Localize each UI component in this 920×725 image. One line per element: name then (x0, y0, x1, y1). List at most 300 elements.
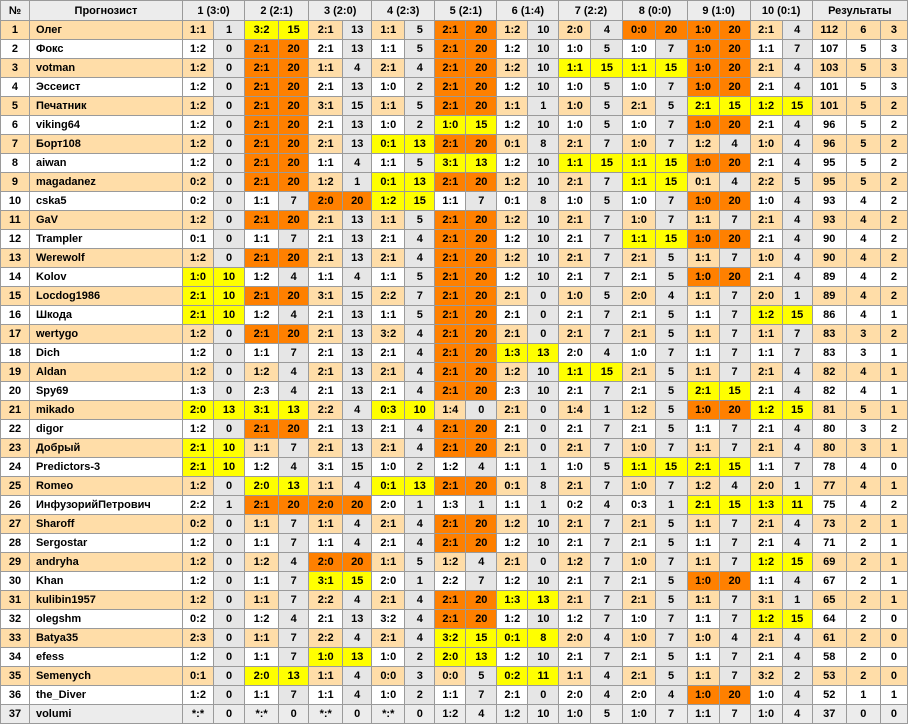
exact-hits: 6 (846, 21, 880, 40)
points: 0 (528, 553, 559, 572)
points: 4 (343, 154, 372, 173)
predicted-score: 1:2 (183, 344, 214, 363)
table-row (1, 496, 908, 515)
predicted-score: 1:0 (623, 211, 655, 230)
row-number: 29 (1, 553, 30, 572)
predicted-score: 2:1 (687, 382, 719, 401)
predicted-score: 1:2 (497, 249, 528, 268)
row-number: 3 (1, 59, 30, 78)
forecaster-name: aiwan (29, 154, 182, 173)
predicted-score: 1:1 (687, 249, 719, 268)
predicted-score: 2:2 (435, 572, 466, 591)
table-row (1, 249, 908, 268)
points: 7 (466, 192, 497, 211)
predicted-score: 2:1 (309, 439, 343, 458)
predicted-score: 1:2 (750, 610, 782, 629)
points: 5 (655, 420, 687, 439)
predicted-score: 1:0 (309, 648, 343, 667)
predicted-score: 2:3 (497, 382, 528, 401)
predicted-score: 2:1 (245, 59, 279, 78)
points: 8 (528, 629, 559, 648)
predicted-score: 2:1 (245, 420, 279, 439)
predicted-score: 2:1 (309, 40, 343, 59)
total-points: 93 (812, 192, 846, 211)
row-number: 32 (1, 610, 30, 629)
predicted-score: 1:1 (372, 21, 405, 40)
row-number: 12 (1, 230, 30, 249)
header-match: 5 (2:1) (435, 1, 497, 21)
predicted-score: 0:0 (372, 667, 405, 686)
points: 7 (591, 477, 623, 496)
predicted-score: 2:1 (750, 154, 782, 173)
points: 0 (528, 325, 559, 344)
outcome-hits: 3 (880, 78, 907, 97)
table-row (1, 192, 908, 211)
predicted-score: 1:0 (687, 268, 719, 287)
predicted-score: 1:1 (687, 344, 719, 363)
predicted-score: 0:2 (559, 496, 591, 515)
predicted-score: 1:1 (559, 59, 591, 78)
forecaster-name: Romeo (29, 477, 182, 496)
points: 10 (528, 230, 559, 249)
points: 4 (279, 610, 309, 629)
predicted-score: 2:1 (245, 173, 279, 192)
table-row (1, 268, 908, 287)
points: 7 (719, 515, 750, 534)
points: 4 (655, 287, 687, 306)
predicted-score: 3:2 (245, 21, 279, 40)
predicted-score: 1:3 (183, 382, 214, 401)
predicted-score: 1:0 (372, 116, 405, 135)
points: 0 (214, 192, 245, 211)
predicted-score: 1:0 (687, 401, 719, 420)
exact-hits: 3 (846, 439, 880, 458)
header-match: 7 (2:2) (559, 1, 623, 21)
points: 20 (466, 610, 497, 629)
predicted-score: 1:1 (245, 534, 279, 553)
predicted-score: 2:1 (183, 306, 214, 325)
points: 10 (528, 59, 559, 78)
predicted-score: 1:1 (435, 686, 466, 705)
points: 15 (466, 116, 497, 135)
predicted-score: 2:1 (309, 230, 343, 249)
predicted-score: 2:1 (435, 268, 466, 287)
points: 20 (343, 553, 372, 572)
outcome-hits: 2 (880, 287, 907, 306)
predicted-score: 1:2 (497, 705, 528, 724)
predicted-score: 2:1 (435, 40, 466, 59)
total-points: 83 (812, 325, 846, 344)
predicted-score: 1:1 (687, 591, 719, 610)
table-row (1, 629, 908, 648)
points: 5 (655, 268, 687, 287)
predicted-score: 1:1 (623, 59, 655, 78)
predicted-score: 2:0 (309, 192, 343, 211)
exact-hits: 5 (846, 40, 880, 59)
predicted-score: 2:1 (687, 97, 719, 116)
points: 15 (655, 173, 687, 192)
forecaster-name: Олег (29, 21, 182, 40)
points: 0 (214, 534, 245, 553)
total-points: 103 (812, 59, 846, 78)
points: 15 (655, 230, 687, 249)
predicted-score: 2:1 (497, 401, 528, 420)
predicted-score: 1:2 (497, 173, 528, 192)
points: 20 (655, 21, 687, 40)
predicted-score: 2:0 (245, 477, 279, 496)
predicted-score: 2:2 (750, 173, 782, 192)
points: 20 (466, 59, 497, 78)
points: 20 (466, 477, 497, 496)
points: 5 (591, 192, 623, 211)
predicted-score: 2:1 (750, 116, 782, 135)
predicted-score: 2:1 (435, 287, 466, 306)
total-points: 69 (812, 553, 846, 572)
row-number: 37 (1, 705, 30, 724)
predicted-score: 1:1 (372, 306, 405, 325)
points: 4 (466, 705, 497, 724)
points: 10 (214, 458, 245, 477)
points: 7 (719, 553, 750, 572)
points: 7 (591, 325, 623, 344)
predicted-score: 2:1 (435, 135, 466, 154)
predicted-score: 1:2 (497, 648, 528, 667)
predicted-score: 2:1 (750, 648, 782, 667)
predicted-score: 2:1 (559, 325, 591, 344)
points: 20 (719, 401, 750, 420)
row-number: 4 (1, 78, 30, 97)
points: 4 (782, 686, 812, 705)
predicted-score: 1:1 (750, 325, 782, 344)
forecaster-name: Печатник (29, 97, 182, 116)
table-row (1, 363, 908, 382)
row-number: 14 (1, 268, 30, 287)
predicted-score: 1:0 (623, 705, 655, 724)
points: 13 (528, 591, 559, 610)
total-points: 67 (812, 572, 846, 591)
points: 0 (343, 705, 372, 724)
points: 5 (591, 78, 623, 97)
row-number: 26 (1, 496, 30, 515)
table-row (1, 458, 908, 477)
total-points: 82 (812, 363, 846, 382)
predicted-score: 1:2 (183, 59, 214, 78)
predicted-score: 1:1 (623, 173, 655, 192)
row-number: 11 (1, 211, 30, 230)
points: 20 (466, 515, 497, 534)
points: 1 (591, 401, 623, 420)
forecaster-name: Борт108 (29, 135, 182, 154)
exact-hits: 2 (846, 534, 880, 553)
points: 7 (719, 363, 750, 382)
predicted-score: 2:1 (309, 363, 343, 382)
outcome-hits: 1 (880, 553, 907, 572)
predicted-score: 1:1 (687, 211, 719, 230)
predicted-score: 1:0 (559, 287, 591, 306)
forecaster-name: cska5 (29, 192, 182, 211)
forecaster-name: Шкода (29, 306, 182, 325)
table-row (1, 306, 908, 325)
predicted-score: 2:3 (245, 382, 279, 401)
points: 15 (719, 458, 750, 477)
predicted-score: 1:1 (372, 553, 405, 572)
points: 20 (719, 230, 750, 249)
predicted-score: 2:0 (372, 572, 405, 591)
points: 20 (466, 344, 497, 363)
predicted-score: 2:1 (750, 534, 782, 553)
table-row (1, 572, 908, 591)
points: 0 (214, 59, 245, 78)
points: 10 (528, 78, 559, 97)
predicted-score: 2:0 (559, 629, 591, 648)
forecaster-name: volumi (29, 705, 182, 724)
points: 0 (214, 78, 245, 97)
points: 20 (466, 230, 497, 249)
points: 10 (528, 249, 559, 268)
points: 20 (466, 591, 497, 610)
predicted-score: 1:0 (623, 629, 655, 648)
predicted-score: 1:1 (309, 59, 343, 78)
predicted-score: 2:1 (750, 21, 782, 40)
total-points: 75 (812, 496, 846, 515)
exact-hits: 3 (846, 344, 880, 363)
predicted-score: 2:2 (372, 287, 405, 306)
predicted-score: 2:1 (497, 553, 528, 572)
predicted-score: 2:1 (245, 496, 279, 515)
points: 5 (655, 325, 687, 344)
predicted-score: 1:1 (435, 192, 466, 211)
outcome-hits: 2 (880, 192, 907, 211)
predicted-score: 1:2 (497, 268, 528, 287)
points: 7 (655, 629, 687, 648)
points: 20 (279, 154, 309, 173)
table-row (1, 420, 908, 439)
predicted-score: 3:1 (435, 154, 466, 173)
points: 4 (591, 667, 623, 686)
points: 4 (405, 591, 435, 610)
points: 7 (591, 306, 623, 325)
points: 4 (719, 629, 750, 648)
predicted-score: 1:1 (497, 458, 528, 477)
predicted-score: 1:0 (750, 249, 782, 268)
predicted-score: 1:1 (623, 458, 655, 477)
points: 7 (279, 230, 309, 249)
points: 20 (279, 40, 309, 59)
exact-hits: 2 (846, 572, 880, 591)
row-number: 23 (1, 439, 30, 458)
predicted-score: 1:2 (497, 363, 528, 382)
outcome-hits: 1 (880, 534, 907, 553)
forecaster-name: GaV (29, 211, 182, 230)
predicted-score: 2:1 (435, 363, 466, 382)
predicted-score: 2:2 (183, 496, 214, 515)
row-number: 31 (1, 591, 30, 610)
predicted-score: 1:1 (687, 439, 719, 458)
points: 10 (214, 439, 245, 458)
predicted-score: 2:1 (372, 534, 405, 553)
predicted-score: 2:1 (309, 21, 343, 40)
points: 20 (466, 287, 497, 306)
predicted-score: 1:2 (435, 458, 466, 477)
predicted-score: 1:1 (687, 420, 719, 439)
header-match: 1 (3:0) (183, 1, 245, 21)
points: 5 (782, 173, 812, 192)
predicted-score: 1:2 (497, 211, 528, 230)
predicted-score: 2:1 (435, 59, 466, 78)
predicted-score: 1:2 (183, 135, 214, 154)
points: 13 (279, 401, 309, 420)
outcome-hits: 2 (880, 249, 907, 268)
outcome-hits: 1 (880, 439, 907, 458)
exact-hits: 5 (846, 97, 880, 116)
outcome-hits: 2 (880, 420, 907, 439)
points: 1 (528, 458, 559, 477)
table-row (1, 705, 908, 724)
forecaster-name: Фокс (29, 40, 182, 59)
points: 0 (214, 705, 245, 724)
points: 7 (782, 40, 812, 59)
points: 7 (655, 116, 687, 135)
points: 13 (343, 249, 372, 268)
predicted-score: 1:0 (372, 686, 405, 705)
points: 4 (279, 268, 309, 287)
predicted-score: 1:2 (750, 97, 782, 116)
total-points: 58 (812, 648, 846, 667)
total-points: 96 (812, 135, 846, 154)
predicted-score: 2:1 (183, 439, 214, 458)
predicted-score: 3:1 (309, 572, 343, 591)
predicted-score: 1:2 (497, 40, 528, 59)
exact-hits: 4 (846, 211, 880, 230)
points: 15 (591, 154, 623, 173)
predicted-score: 2:1 (623, 325, 655, 344)
predicted-score: 1:2 (245, 610, 279, 629)
points: 4 (782, 249, 812, 268)
predicted-score: 2:1 (559, 135, 591, 154)
predicted-score: 2:1 (309, 306, 343, 325)
predicted-score: 2:1 (435, 230, 466, 249)
points: 10 (528, 173, 559, 192)
predicted-score: 1:0 (623, 116, 655, 135)
predicted-score: 1:0 (687, 59, 719, 78)
total-points: 80 (812, 439, 846, 458)
predicted-score: 2:1 (245, 135, 279, 154)
points: 20 (466, 40, 497, 59)
points: 4 (405, 230, 435, 249)
points: 4 (782, 363, 812, 382)
predicted-score: 2:1 (750, 363, 782, 382)
points: 7 (591, 648, 623, 667)
points: 0 (214, 686, 245, 705)
outcome-hits: 1 (880, 515, 907, 534)
predicted-score: 1:0 (750, 686, 782, 705)
points: 5 (405, 154, 435, 173)
points: 20 (719, 59, 750, 78)
exact-hits: 2 (846, 629, 880, 648)
points: 7 (719, 325, 750, 344)
predicted-score: 1:2 (750, 306, 782, 325)
total-points: 80 (812, 420, 846, 439)
points: 20 (279, 135, 309, 154)
predicted-score: 2:1 (559, 211, 591, 230)
points: 20 (343, 496, 372, 515)
predicted-score: 1:1 (687, 515, 719, 534)
predicted-score: 1:1 (245, 629, 279, 648)
row-number: 28 (1, 534, 30, 553)
points: 4 (405, 420, 435, 439)
predicted-score: 1:0 (559, 116, 591, 135)
predicted-score: 1:0 (559, 97, 591, 116)
table-row (1, 610, 908, 629)
points: 0 (214, 648, 245, 667)
row-number: 24 (1, 458, 30, 477)
predicted-score: 2:1 (750, 515, 782, 534)
points: 7 (655, 211, 687, 230)
predicted-score: 1:0 (623, 344, 655, 363)
predicted-score: 2:1 (435, 306, 466, 325)
points: 7 (279, 686, 309, 705)
points: 4 (343, 401, 372, 420)
exact-hits: 5 (846, 401, 880, 420)
predicted-score: 2:1 (372, 515, 405, 534)
points: 20 (466, 249, 497, 268)
points: 13 (343, 21, 372, 40)
points: 20 (466, 21, 497, 40)
points: 13 (405, 135, 435, 154)
table-row (1, 325, 908, 344)
points: 4 (343, 268, 372, 287)
predicted-score: 2:1 (623, 591, 655, 610)
points: 5 (655, 534, 687, 553)
points: 0 (214, 230, 245, 249)
total-points: 82 (812, 382, 846, 401)
table-row (1, 78, 908, 97)
points: 13 (343, 648, 372, 667)
predicted-score: 1:0 (435, 116, 466, 135)
exact-hits: 4 (846, 268, 880, 287)
points: 4 (782, 211, 812, 230)
predicted-score: 0:1 (183, 667, 214, 686)
predicted-score: 1:0 (372, 648, 405, 667)
predicted-score: 2:1 (372, 382, 405, 401)
points: 0 (214, 116, 245, 135)
predicted-score: 1:2 (687, 477, 719, 496)
points: 10 (214, 287, 245, 306)
predicted-score: 0:2 (497, 667, 528, 686)
exact-hits: 5 (846, 154, 880, 173)
points: 15 (343, 458, 372, 477)
predicted-score: *:* (372, 705, 405, 724)
points: 10 (214, 268, 245, 287)
predicted-score: 1:0 (623, 78, 655, 97)
predicted-score: 1:2 (245, 553, 279, 572)
predicted-score: 2:1 (559, 477, 591, 496)
predicted-score: 1:1 (309, 534, 343, 553)
outcome-hits: 2 (880, 496, 907, 515)
predicted-score: 1:1 (559, 154, 591, 173)
row-number: 33 (1, 629, 30, 648)
points: 5 (405, 40, 435, 59)
outcome-hits: 0 (880, 667, 907, 686)
forecaster-name: Werewolf (29, 249, 182, 268)
predicted-score: 2:0 (623, 287, 655, 306)
table-row (1, 173, 908, 192)
predicted-score: 0:1 (687, 173, 719, 192)
outcome-hits: 1 (880, 572, 907, 591)
points: 10 (528, 154, 559, 173)
points: 4 (405, 363, 435, 382)
points: 4 (405, 534, 435, 553)
